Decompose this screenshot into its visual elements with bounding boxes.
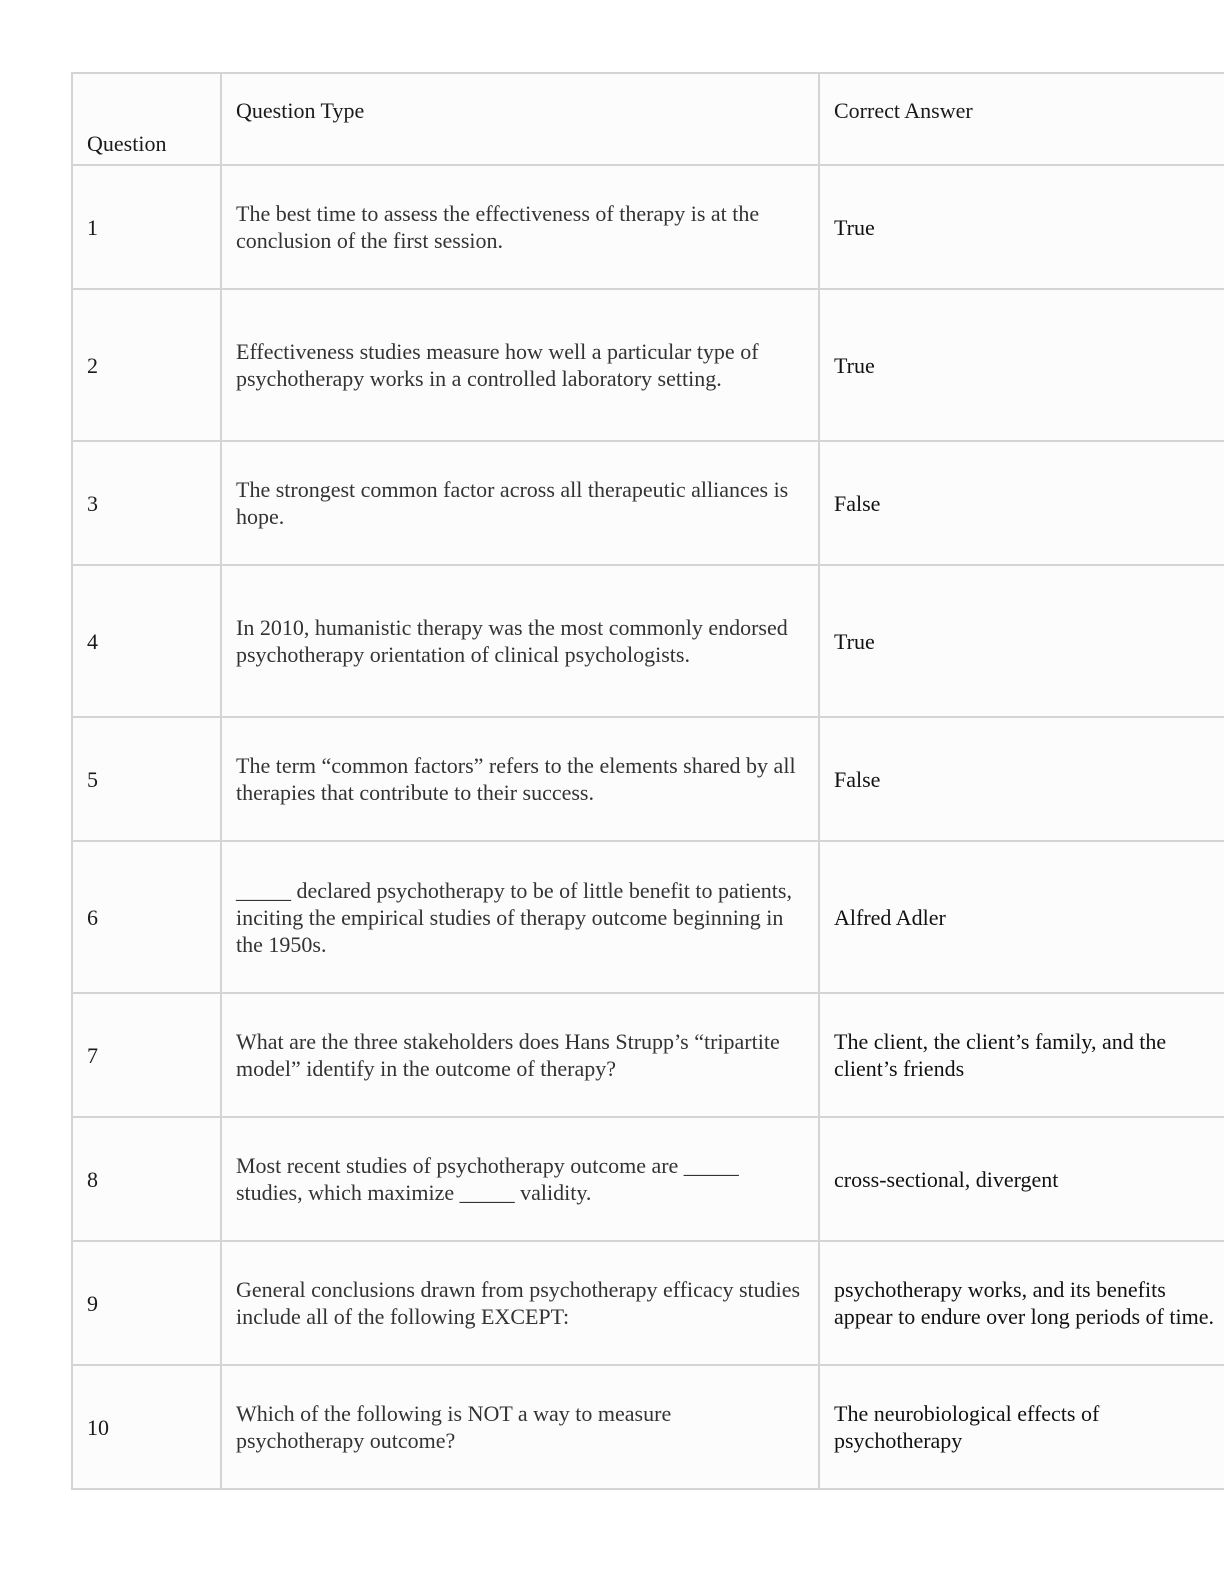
- question-number: 6: [72, 841, 221, 993]
- correct-answer: True: [819, 289, 1224, 441]
- question-number: 5: [72, 717, 221, 841]
- correct-answer: True: [819, 565, 1224, 717]
- question-text: Which of the following is NOT a way to measure psychotherapy outcome?: [221, 1365, 819, 1489]
- question-text: The strongest common factor across all therapeutic alliances is hope.: [221, 441, 819, 565]
- question-text: Effectiveness studies measure how well a particular type of psychotherapy works in a controlled laboratory setting.: [221, 289, 819, 441]
- question-number: 1: [72, 165, 221, 289]
- correct-answer: False: [819, 717, 1224, 841]
- question-number: 3: [72, 441, 221, 565]
- correct-answer: False: [819, 441, 1224, 565]
- table-row: [72, 289, 1224, 441]
- question-number: 4: [72, 565, 221, 717]
- question-number: 10: [72, 1365, 221, 1489]
- correct-answer: Alfred Adler: [819, 841, 1224, 993]
- table-row: [72, 1241, 1224, 1365]
- table-row: [72, 993, 1224, 1117]
- table-row: [72, 717, 1224, 841]
- correct-answer: True: [819, 165, 1224, 289]
- question-text: The best time to assess the effectiveness of therapy is at the conclusion of the first session.: [221, 165, 819, 289]
- question-number: 9: [72, 1241, 221, 1365]
- header-correct-answer: Correct Answer: [819, 73, 1224, 165]
- correct-answer: The client, the client’s family, and the client’s friends: [819, 993, 1224, 1117]
- question-text: General conclusions drawn from psychotherapy efficacy studies include all of the following EXCEPT:: [221, 1241, 819, 1365]
- table-row: [72, 565, 1224, 717]
- question-text: The term “common factors” refers to the elements shared by all therapies that contribute to their success.: [221, 717, 819, 841]
- table-row: [72, 165, 1224, 289]
- question-text: _____ declared psychotherapy to be of little benefit to patients, inciting the empirical studies of therapy outcome beginning in the 1950s.: [221, 841, 819, 993]
- correct-answer: cross-sectional, divergent: [819, 1117, 1224, 1241]
- question-text: What are the three stakeholders does Hans Strupp’s “tripartite model” identify in the outcome of therapy?: [221, 993, 819, 1117]
- table-row: [72, 1365, 1224, 1489]
- question-text: Most recent studies of psychotherapy outcome are _____ studies, which maximize _____ validity.: [221, 1117, 819, 1241]
- header-row: [72, 73, 1224, 165]
- header-question-type: Question Type: [221, 73, 819, 165]
- correct-answer: The neurobiological effects of psychotherapy: [819, 1365, 1224, 1489]
- quiz-answer-table: [71, 72, 1224, 1490]
- question-number: 7: [72, 993, 221, 1117]
- table-row: [72, 1117, 1224, 1241]
- header-question: Question: [72, 73, 221, 165]
- table-row: [72, 841, 1224, 993]
- question-number: 8: [72, 1117, 221, 1241]
- table-row: [72, 441, 1224, 565]
- question-text: In 2010, humanistic therapy was the most commonly endorsed psychotherapy orientation of clinical psychologists.: [221, 565, 819, 717]
- question-number: 2: [72, 289, 221, 441]
- correct-answer: psychotherapy works, and its benefits appear to endure over long periods of time.: [819, 1241, 1224, 1365]
